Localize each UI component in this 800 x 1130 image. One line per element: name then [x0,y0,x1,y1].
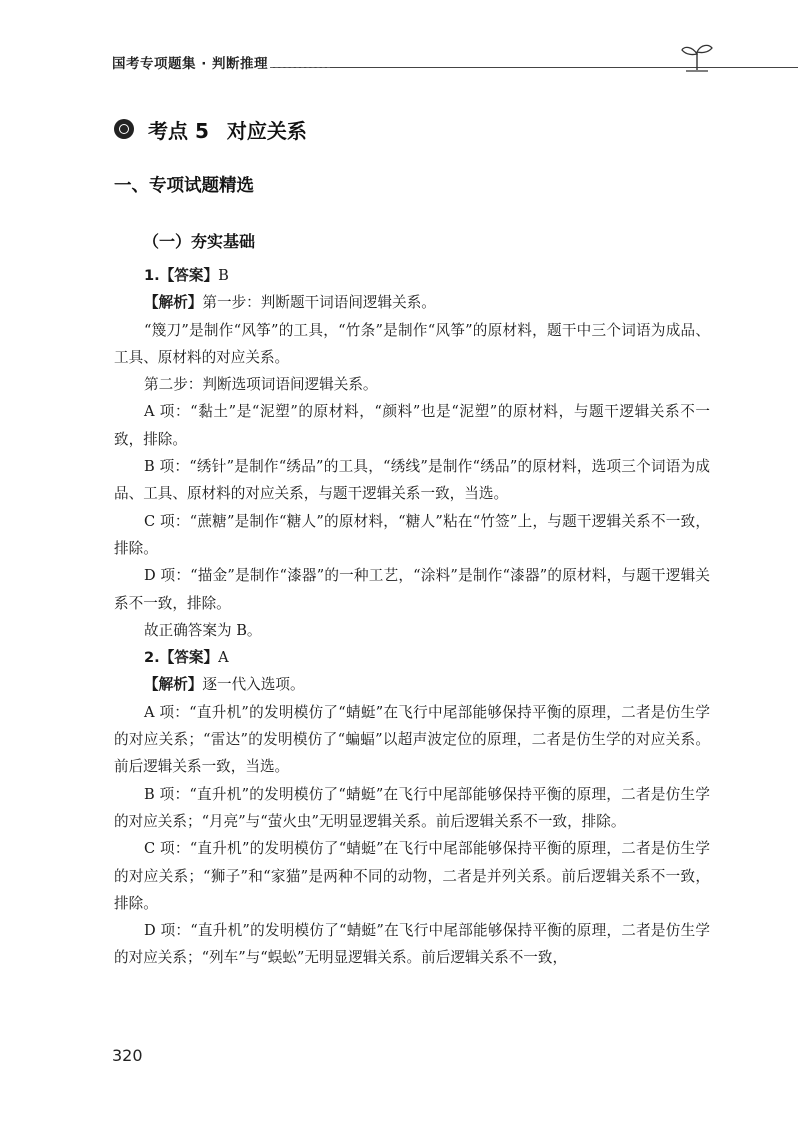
q1-paragraph: “篾刀”是制作“风筝”的工具，“竹条”是制作“风筝”的原材料，题干中三个词语为成品、工具、原材料的对应关系。 [114,321,710,366]
q1-analysis-label: 【解析】 [144,294,203,312]
q1-option-a: A 项：“黏土”是“泥塑”的原材料，“颜料”也是“泥塑”的原材料，与题干逻辑关系不一致，排除。 [114,403,710,448]
q2-option-c: C 项：“直升机”的发明模仿了“蜻蜓”在飞行中尾部能够保持平衡的原理，二者是仿生学的对应关系；“狮子”和“家猫”是两种不同的动物，二者是并列关系。前后逻辑关系不一致，排除。 [114,840,710,912]
heading-level-1: 一、专项试题精选 [114,176,254,196]
q2-analysis-label: 【解析】 [144,676,203,694]
q2-answer-value: A [218,649,229,667]
q1-conclusion: 故正确答案为 B。 [144,621,262,639]
q1-option-b: B 项：“绣针”是制作“绣品”的工具，“绣线”是制作“绣品”的原材料，选项三个词语为成品、工具、原材料的对应关系，与题干逻辑关系一致，当选。 [114,458,710,503]
page-body [114,262,710,972]
section-name: 对应关系 [226,118,307,143]
q1-analysis-text: 第一步：判断题干词语间逻辑关系。 [202,294,436,312]
q1-answer-label: 1.【答案】 [144,267,219,284]
header-title: 国考专项题集 · 判断推理 [112,56,269,72]
q2-answer-label: 2.【答案】 [144,649,219,667]
q1-answer [114,262,710,289]
header-rule [270,67,798,68]
header-rule-dash [270,67,330,68]
page-number: 320 [112,1046,143,1065]
q1-answer-value: B [218,267,229,284]
q1-paragraph: 第二步：判断选项词语间逻辑关系。 [144,376,378,394]
q2-option-a: A 项：“直升机”的发明模仿了“蜻蜓”在飞行中尾部能够保持平衡的原理，二者是仿生学的对应关系；“雷达”的发明模仿了“蝙蝠”以超声波定位的原理，二者是仿生学的对应关系。前后逻辑关系一致，当选。 [114,703,710,776]
q2-answer [114,644,710,671]
running-header [112,48,712,78]
q2-analysis [114,671,710,698]
section-title [114,114,307,144]
q2-option-b: B 项：“直升机”的发明模仿了“蜻蜓”在飞行中尾部能够保持平衡的原理，二者是仿生学的对应关系；“月亮”与“萤火虫”无明显逻辑关系。前后逻辑关系不一致，排除。 [114,785,710,830]
q1-option-c: C 项：“蔗糖”是制作“糖人”的原材料，“糖人”粘在“竹签”上，与题干逻辑关系不一致，排除。 [114,512,710,557]
sprout-icon [680,40,714,76]
q1-analysis [114,289,710,316]
section-badge-icon [114,119,134,139]
section-number: 考点 5 [148,118,209,143]
q1-option-d: D 项：“描金”是制作“漆器”的一种工艺，“涂料”是制作“漆器”的原材料，与题干逻辑关系不一致，排除。 [114,567,710,612]
heading-level-2: （一）夯实基础 [143,232,256,251]
q2-option-d: D 项：“直升机”的发明模仿了“蜻蜓”在飞行中尾部能够保持平衡的原理，二者是仿生学的对应关系；“列车”与“蜈蚣”无明显逻辑关系。前后逻辑关系不一致， [114,922,710,967]
q2-analysis-text: 逐一代入选项。 [202,676,305,694]
